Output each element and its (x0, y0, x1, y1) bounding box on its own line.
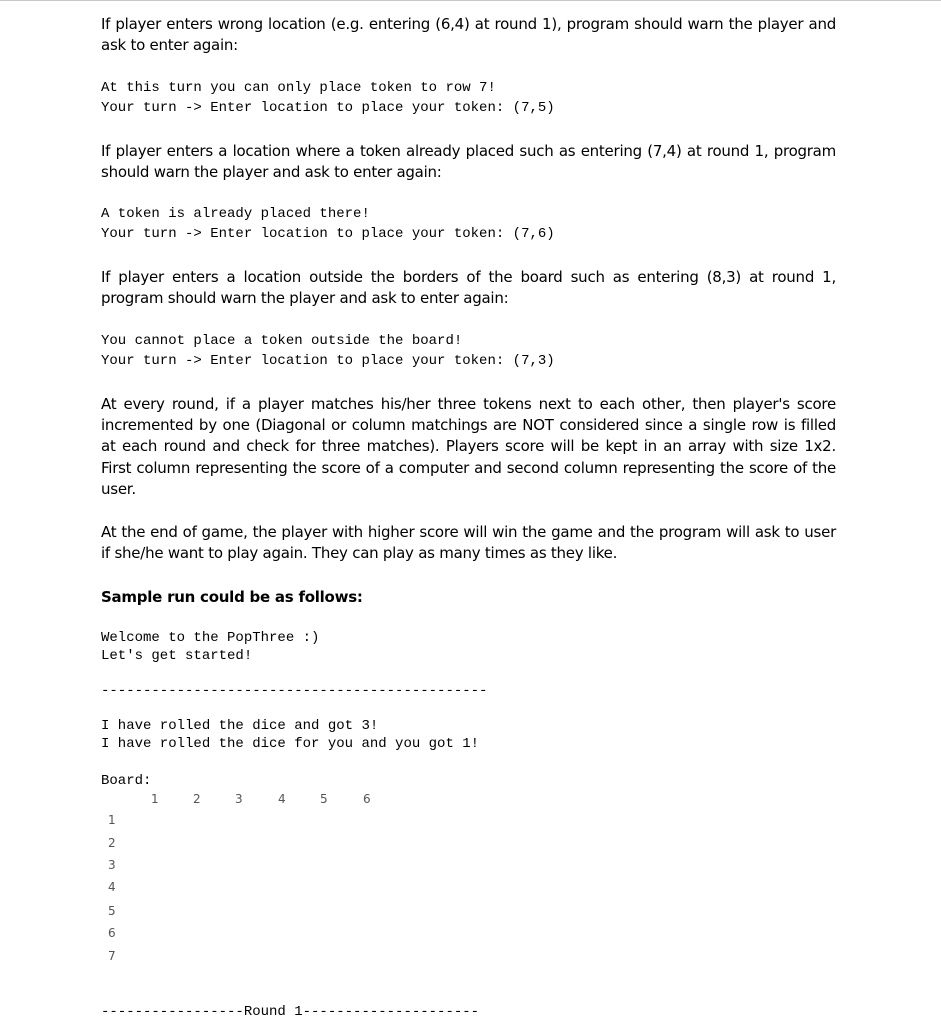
code-block-outside-border (101, 331, 836, 371)
board-row-number: 1 (108, 813, 116, 827)
board-row-number: 2 (108, 836, 116, 850)
board-column-number: 5 (320, 792, 328, 806)
round-separator-line: -----------------Round 1--------------------- (101, 1004, 480, 1020)
board-column-number: 4 (278, 792, 286, 806)
code-block-token-placed (101, 204, 836, 244)
code-block-welcome (101, 630, 836, 665)
code-line: At this turn you can only place token to row 7! (101, 80, 496, 96)
code-block-wrong-location (101, 78, 836, 118)
code-line: Your turn -> Enter location to place your token: (7,3) (101, 353, 555, 369)
code-line: A token is already placed there! (101, 206, 370, 222)
paragraph-end-game: At the end of game, the player with higher score will win the game and the program will ask to user if she/he want to play again. They can play as many times as they like. (101, 523, 836, 563)
code-block-dice (101, 718, 836, 753)
code-line: I have rolled the dice for you and you got 1! (101, 735, 480, 752)
page-top-border (0, 0, 941, 1)
separator-line: ---------------------------------------------- (101, 683, 488, 699)
game-board (101, 792, 836, 982)
paragraph-wrong-location: If player enters wrong location (e.g. entering (6,4) at round 1), program should warn the player and ask to enter again: (101, 15, 836, 55)
code-line: You cannot place a token outside the board! (101, 333, 463, 349)
paragraph-token-placed: If player enters a location where a token already placed such as entering (7,4) at round 1, program should warn the player and ask to enter again: (101, 142, 836, 182)
code-line: Your turn -> Enter location to place your token: (7,5) (101, 100, 555, 116)
board-column-number: 1 (151, 792, 159, 806)
code-line: Welcome to the PopThree :) (101, 630, 320, 646)
code-line: I have rolled the dice and got 3! (101, 718, 379, 734)
paragraph-outside-border: If player enters a location outside the borders of the board such as entering (8,3) at round 1, program should warn the player and ask to enter again: (101, 268, 836, 308)
board-row-number: 4 (108, 880, 116, 894)
board-row-number: 6 (108, 926, 116, 940)
board-column-number: 6 (363, 792, 371, 806)
board-column-number: 3 (235, 792, 243, 806)
board-label: Board: (101, 773, 152, 789)
sample-run-heading: Sample run could be as follows: (101, 588, 363, 606)
board-row-number: 5 (108, 904, 116, 918)
code-line: Let's get started! (101, 647, 253, 664)
code-line: Your turn -> Enter location to place your token: (7,6) (101, 226, 555, 242)
board-row-number: 7 (108, 949, 116, 963)
board-row-number: 3 (108, 858, 116, 872)
board-column-number: 2 (193, 792, 201, 806)
paragraph-scoring: At every round, if a player matches his/her three tokens next to each other, then player's score incremented by one (Diagonal or column matchings are NOT considered since a single row is filled at each round and check for three matches). Players score will be kept in an array with size 1x2. First column representing the score of a computer and second column representing the score of the user. (101, 395, 836, 498)
